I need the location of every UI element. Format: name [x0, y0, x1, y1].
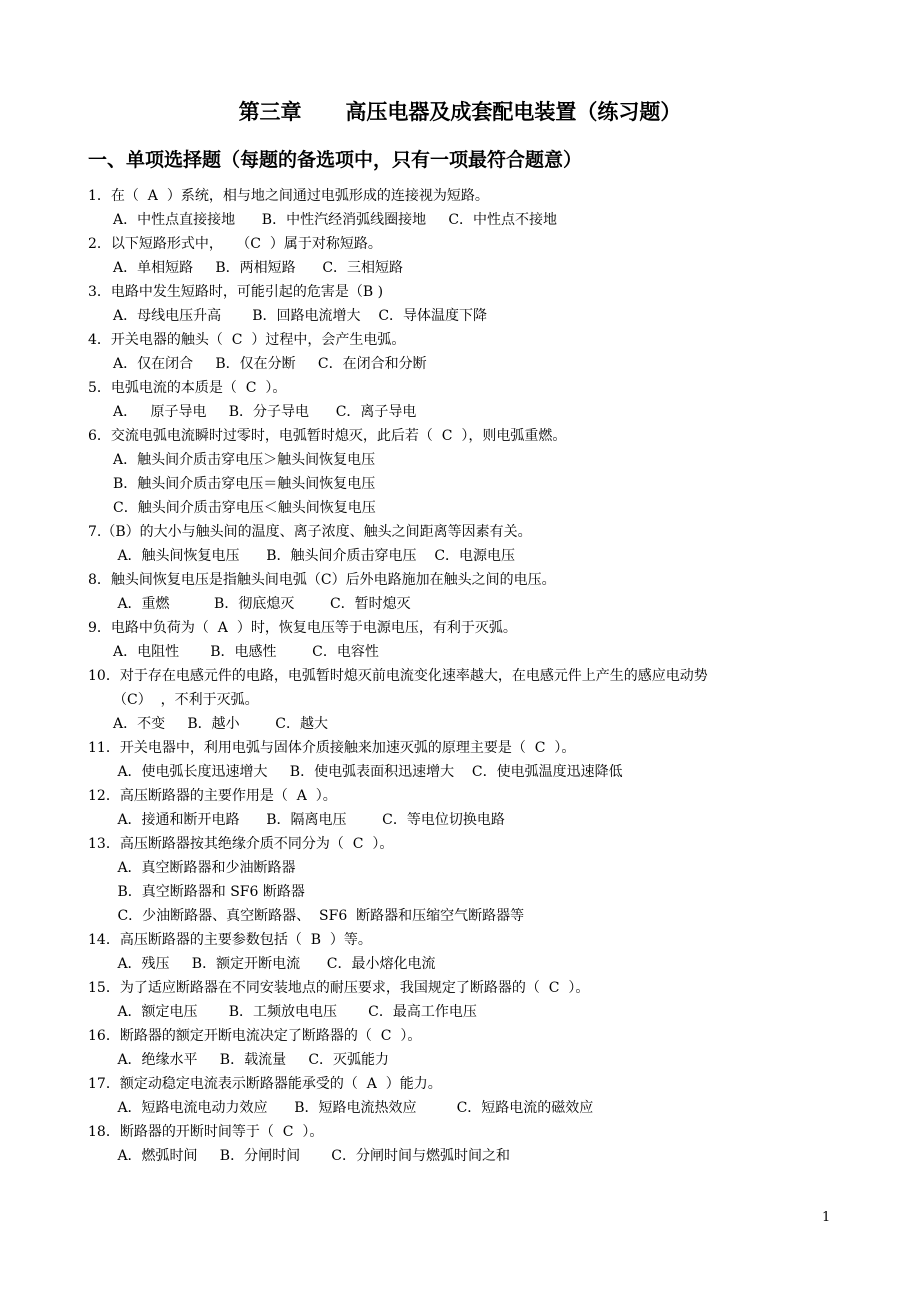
- chapter-title: 第三章 高压电器及成套配电装置（练习题）: [238, 99, 682, 124]
- answer-options: A．触头间恢复电压 B．触头间介质击穿电压 C．电源电压: [113, 548, 516, 564]
- question-text: 11．开关电器中，利用电弧与固体介质接触来加速灭弧的原理主要是（ C ）。: [88, 740, 576, 756]
- question-text: 13．高压断路器按其绝缘介质不同分为（ C ）。: [88, 836, 394, 852]
- answer-options: A．重燃 B．彻底熄灭 C．暂时熄灭: [113, 596, 411, 612]
- question-text: 9．电路中负荷为（ A ）时，恢复电压等于电源电压，有利于灭弧。: [88, 620, 517, 636]
- question-item: [88, 616, 848, 664]
- answer-options: A． 原子导电 B．分子导电 C．离子导电: [113, 404, 417, 420]
- question-item: [88, 928, 848, 976]
- answer-options: A．仅在闭合 B．仅在分断 C．在闭合和分断: [113, 356, 427, 372]
- question-item: [88, 376, 848, 424]
- answer-options: A．电阻性 B．电感性 C．电容性: [113, 644, 379, 660]
- answer-options: A．使电弧长度迅速增大 B．使电弧表面积迅速增大 C．使电弧温度迅速降低: [113, 764, 623, 780]
- question-text: 17．额定动稳定电流表示断路器能承受的（ A ）能力。: [88, 1076, 442, 1092]
- answer-options: A．残压 B．额定开断电流 C．最小熔化电流: [113, 956, 436, 972]
- question-item: [88, 1024, 848, 1072]
- answer-options: B．触头间介质击穿电压＝触头间恢复电压: [113, 476, 376, 492]
- question-item: [88, 832, 848, 928]
- question-item: [88, 1120, 848, 1168]
- answer-options: A．绝缘水平 B．载流量 C．灭弧能力: [113, 1052, 390, 1068]
- question-text: 3．电路中发生短路时，可能引起的危害是（B ): [88, 284, 384, 300]
- question-item: [88, 736, 848, 784]
- question-text: 1．在（ A ）系统，相与地之间通过电弧形成的连接视为短路。: [88, 188, 489, 204]
- question-item: [88, 1072, 848, 1120]
- question-item: [88, 184, 848, 232]
- answer-options: A．真空断路器和少油断路器: [113, 860, 296, 876]
- answer-options: B．真空断路器和 SF6 断路器: [113, 884, 305, 900]
- question-text: 4．开关电器的触头（ C ）过程中，会产生电弧。: [88, 332, 406, 348]
- question-item: [88, 976, 848, 1024]
- question-continuation: （C） ，不利于灭弧。: [113, 692, 259, 708]
- question-text: 5．电弧电流的本质是（ C ）。: [88, 380, 287, 396]
- question-list: [88, 184, 848, 1168]
- answer-options: A．额定电压 B．工频放电电压 C．最高工作电压: [113, 1004, 477, 1020]
- answer-options: A．燃弧时间 B．分闸时间 C．分闸时间与燃弧时间之和: [113, 1148, 510, 1164]
- question-item: [88, 784, 848, 832]
- answer-options: A．接通和断开电路 B．隔离电压 C．等电位切换电路: [113, 812, 505, 828]
- answer-options: A．母线电压升高 B．回路电流增大 C．导体温度下降: [113, 308, 488, 324]
- answer-options: A．触头间介质击穿电压＞触头间恢复电压: [113, 452, 376, 468]
- question-text: 18．断路器的开断时间等于（ C ）。: [88, 1124, 324, 1140]
- question-text: 2．以下短路形式中， （C ）属于对称短路。: [88, 236, 382, 252]
- answer-options: A．中性点直接接地 B．中性汽经消弧线圈接地 C．中性点不接地: [113, 212, 558, 228]
- question-item: [88, 328, 848, 376]
- page-number: 1: [822, 1210, 831, 1225]
- question-text: 10．对于存在电感元件的电路，电弧暂时熄灭前电流变化速率越大，在电感元件上产生的感应电动势: [88, 668, 708, 684]
- question-item: [88, 568, 848, 616]
- answer-options: C．少油断路器、真空断路器、 SF6 断路器和压缩空气断路器等: [113, 908, 525, 924]
- question-text: 16．断路器的额定开断电流决定了断路器的（ C ）。: [88, 1028, 422, 1044]
- question-text: 6．交流电弧电流瞬时过零时，电弧暂时熄灭，此后若（ C ），则电弧重燃。: [88, 428, 567, 444]
- question-item: [88, 520, 848, 568]
- answer-options: A．单相短路 B．两相短路 C．三相短路: [113, 260, 404, 276]
- question-item: [88, 424, 848, 520]
- question-item: [88, 232, 848, 280]
- answer-options: A．不变 B．越小 C．越大: [113, 716, 328, 732]
- question-item: [88, 280, 848, 328]
- question-text: 14．高压断路器的主要参数包括（ B ）等。: [88, 932, 372, 948]
- question-item: [88, 664, 848, 736]
- question-text: 8．触头间恢复电压是指触头间电弧（C）后外电路施加在触头之间的电压。: [88, 572, 556, 588]
- question-text: 15．为了适应断路器在不同安装地点的耐压要求，我国规定了断路器的（ C ）。: [88, 980, 590, 996]
- section-heading: 一、单项选择题（每题的备选项中，只有一项最符合题意）: [88, 149, 583, 171]
- answer-options: A．短路电流电动力效应 B．短路电流热效应 C．短路电流的磁效应: [113, 1100, 594, 1116]
- question-text: 12．高压断路器的主要作用是（ A ）。: [88, 788, 337, 804]
- question-text: 7.（B）的大小与触头间的温度、离子浓度、触头之间距离等因素有关。: [88, 524, 532, 540]
- answer-options: C．触头间介质击穿电压＜触头间恢复电压: [113, 500, 376, 516]
